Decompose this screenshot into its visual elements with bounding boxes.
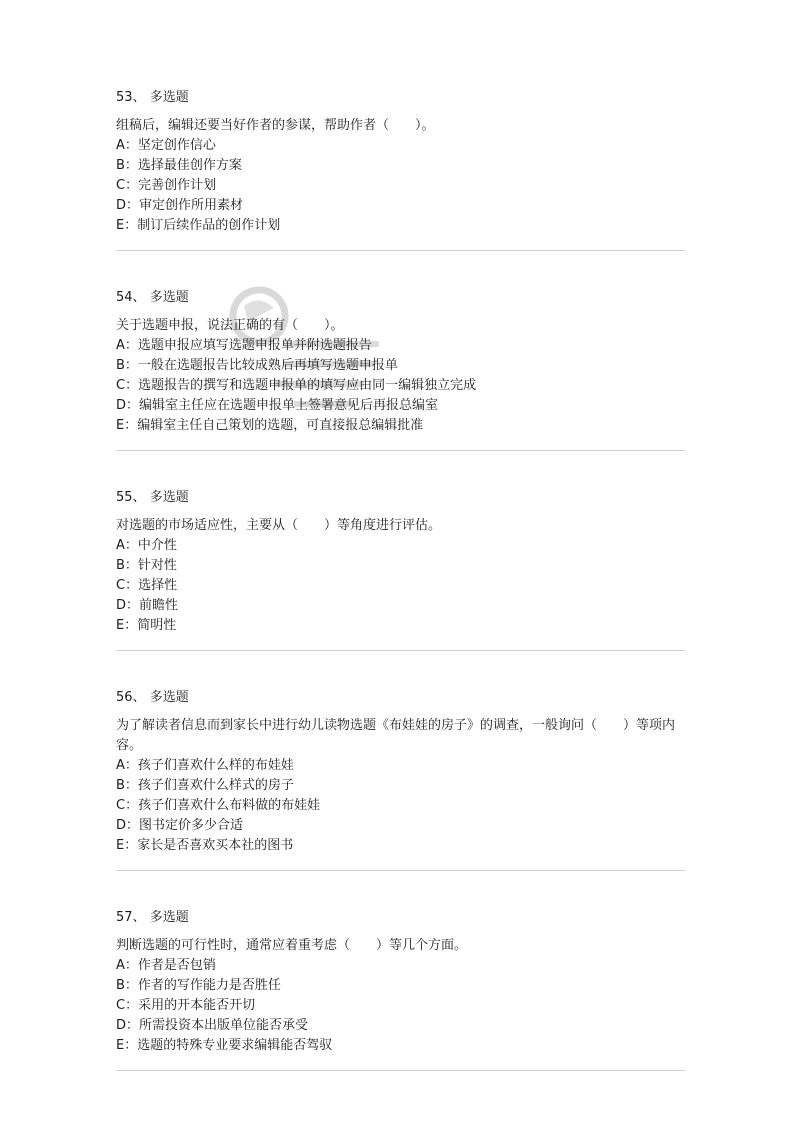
option-text: 选择最佳创作方案 [137, 158, 242, 173]
option-letter: D： [116, 398, 140, 413]
option-letter: D： [116, 818, 140, 833]
question-header [116, 908, 686, 928]
divider [116, 250, 685, 251]
question-53 [116, 88, 686, 236]
divider [116, 870, 685, 871]
option-letter: D： [116, 1018, 140, 1033]
option-text: 审定创作所用素材 [139, 198, 244, 213]
option-d [116, 816, 686, 836]
question-type: 多选题 [149, 690, 189, 705]
option-text: 完善创作计划 [138, 178, 217, 193]
question-54 [116, 288, 686, 436]
divider [116, 1070, 685, 1071]
option-letter: C： [116, 178, 139, 193]
option-letter: A： [116, 958, 138, 973]
option-text: 孩子们喜欢什么布料做的布娃娃 [138, 798, 321, 813]
question-type: 多选题 [149, 490, 189, 505]
option-e [116, 616, 686, 636]
option-text: 编辑室主任应在选题申报单上签署意见后再报总编室 [139, 398, 439, 413]
option-letter: E： [116, 1038, 138, 1053]
option-letter: E： [116, 618, 138, 633]
question-stem: 为了解读者信息而到家长中进行幼儿读物选题《布娃娃的房子》的调查，一般询问（ ）等项内容。 [116, 718, 676, 753]
question-stem: 关于选题申报，说法正确的有（ ）。 [116, 318, 344, 333]
option-text: 选题的特殊专业要求编辑能否驾驭 [137, 1038, 333, 1053]
option-letter: C： [116, 998, 139, 1013]
option-b [116, 156, 686, 176]
option-a [116, 536, 686, 556]
option-text: 家长是否喜欢买本社的图书 [137, 838, 294, 853]
option-letter: A： [116, 138, 138, 153]
option-d [116, 1016, 686, 1036]
option-letter: B： [116, 358, 138, 373]
option-text: 前瞻性 [139, 598, 179, 613]
option-text: 孩子们喜欢什么样式的房子 [137, 778, 294, 793]
option-text: 选题报告的撰写和选题申报单的填写应由同一编辑独立完成 [138, 378, 477, 393]
question-number: 54、 [116, 290, 146, 305]
option-text: 采用的开本能否开切 [138, 998, 256, 1013]
option-b [116, 356, 686, 376]
option-letter: A： [116, 758, 138, 773]
question-header [116, 488, 686, 508]
question-header [116, 88, 686, 108]
option-d [116, 596, 686, 616]
option-d [116, 196, 686, 216]
option-text: 针对性 [137, 558, 177, 573]
option-letter: A： [116, 538, 138, 553]
option-a [116, 956, 686, 976]
question-stem: 判断选题的可行性时，通常应着重考虑（ ）等几个方面。 [116, 938, 468, 953]
option-text: 中介性 [137, 538, 177, 553]
question-stem: 对选题的市场适应性，主要从（ ）等角度进行评估。 [116, 518, 442, 533]
option-letter: B： [116, 778, 138, 793]
option-letter: E： [116, 838, 138, 853]
option-a [116, 136, 686, 156]
option-c [116, 796, 686, 816]
option-text: 作者的写作能力是否胜任 [137, 978, 281, 993]
question-type: 多选题 [149, 910, 189, 925]
option-letter: B： [116, 558, 138, 573]
option-text: 孩子们喜欢什么样的布娃娃 [137, 758, 294, 773]
option-letter: E： [116, 218, 138, 233]
option-c [116, 576, 686, 596]
option-letter: C： [116, 798, 139, 813]
option-letter: E： [116, 418, 138, 433]
question-number: 56、 [116, 690, 146, 705]
option-e [116, 1036, 686, 1056]
option-letter: C： [116, 578, 139, 593]
question-type: 多选题 [149, 90, 189, 105]
option-letter: C： [116, 378, 139, 393]
question-number: 57、 [116, 910, 146, 925]
divider [116, 650, 685, 651]
question-57 [116, 908, 686, 1056]
option-text: 选题申报应填写选题申报单并附选题报告 [137, 338, 372, 353]
question-header [116, 688, 686, 708]
option-b [116, 776, 686, 796]
option-c [116, 996, 686, 1016]
question-stem: 组稿后，编辑还要当好作者的参谋，帮助作者（ ）。 [116, 118, 435, 133]
option-text: 所需投资本出版单位能否承受 [139, 1018, 309, 1033]
option-letter: A： [116, 338, 138, 353]
option-c [116, 376, 686, 396]
option-e [116, 836, 686, 856]
option-text: 一般在选题报告比较成熟后再填写选题申报单 [137, 358, 398, 373]
option-text: 作者是否包销 [137, 958, 216, 973]
option-b [116, 976, 686, 996]
option-text: 编辑室主任自己策划的选题，可直接报总编辑批准 [137, 418, 424, 433]
option-letter: B： [116, 978, 138, 993]
option-e [116, 216, 686, 236]
question-number: 53、 [116, 90, 146, 105]
divider [116, 450, 685, 451]
option-a [116, 756, 686, 776]
option-letter: D： [116, 198, 140, 213]
question-55 [116, 488, 686, 636]
option-text: 图书定价多少合适 [139, 818, 244, 833]
question-header [116, 288, 686, 308]
option-a [116, 336, 686, 356]
option-b [116, 556, 686, 576]
option-c [116, 176, 686, 196]
question-type: 多选题 [149, 290, 189, 305]
question-56 [116, 688, 686, 856]
option-text: 选择性 [138, 578, 178, 593]
option-e [116, 416, 686, 436]
option-text: 制订后续作品的创作计划 [137, 218, 281, 233]
option-d [116, 396, 686, 416]
question-number: 55、 [116, 490, 146, 505]
option-letter: B： [116, 158, 138, 173]
option-letter: D： [116, 598, 140, 613]
option-text: 坚定创作信心 [137, 138, 216, 153]
option-text: 简明性 [137, 618, 177, 633]
